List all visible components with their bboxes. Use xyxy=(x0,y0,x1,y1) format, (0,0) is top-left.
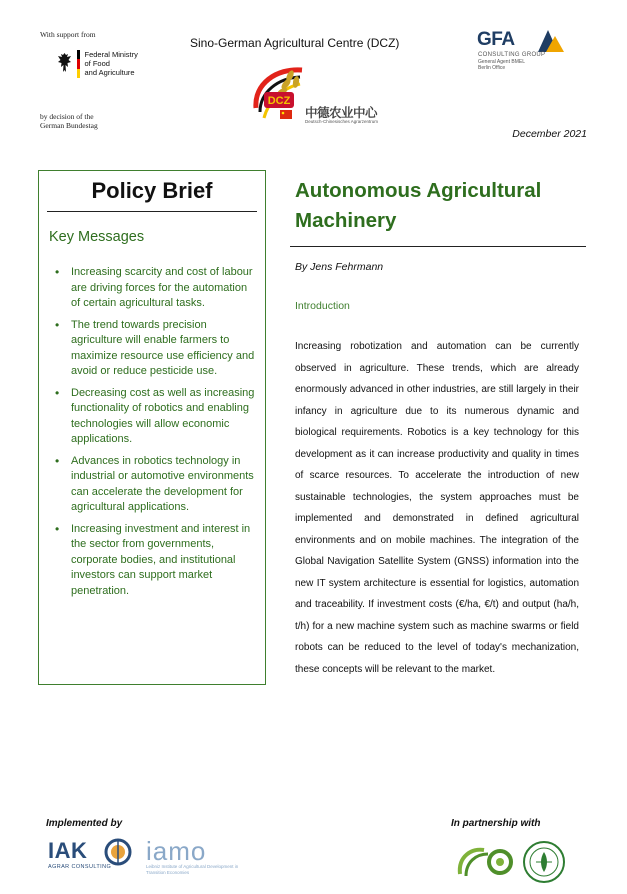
key-message-item: • Increasing scarcity and cost of labour are driving forces for the automation of certain agricultural tasks. xyxy=(49,265,259,312)
support-line: With support from xyxy=(40,30,96,39)
centre-title: Sino-German Agricultural Centre (DCZ) xyxy=(190,36,400,50)
policy-brief-title: Policy Brief xyxy=(91,178,213,203)
implemented-by-label: Implemented by xyxy=(46,818,123,829)
decision-note: by decision of the German Bundestag xyxy=(40,112,98,130)
key-message-item: • The trend towards precision agriculture will enable farmers to maximize resource use efficiency and avoid or reduce pesticide use. xyxy=(49,318,259,380)
iamo-logo-text: iamo xyxy=(146,836,207,866)
university-seal-icon xyxy=(522,840,566,884)
policy-brief-box xyxy=(38,170,266,685)
author-byline: By Jens Fehrmann xyxy=(295,261,384,273)
key-message-item: • Decreasing cost as well as increasing functionality of robotics and enabling technologies will allow economic applications. xyxy=(49,386,259,448)
ministry-name: Federal Ministry of Food and Agriculture xyxy=(84,50,138,77)
gfa-logo-text: GFA xyxy=(477,29,515,50)
key-messages-heading: Key Messages xyxy=(49,229,145,245)
dcz-badge-text: DCZ xyxy=(267,95,291,107)
dcz-chinese-name: 中德农业中心 xyxy=(305,105,378,120)
partnership-label: In partnership with xyxy=(451,818,541,829)
bmel-logo xyxy=(56,50,155,78)
dcz-subtitle: Deutsch-Chinesisches Agrarzentrum xyxy=(305,119,379,124)
federal-eagle-icon xyxy=(56,50,73,78)
globe-icon xyxy=(104,838,132,866)
german-flag-bar xyxy=(77,50,80,78)
gfa-line-2: General Agent BMEL xyxy=(478,59,525,65)
introduction-paragraph: Increasing robotization and automation can be currently observed in agriculture. These trends, which are already enormously advanced in other industries, are still largely in their infancy in agriculture due to its numerous dynamic and biological requirements. Robotics is a key technology for this development as it can increase productivity and quality in times of scarce resources. To accelerate the introduction of new sustainable technologies, the system approaches must be implemented and demonstrated in defined agricultural environments and on mobile machines. The integration of the Global Navigation Satellite System (GNSS) information into the new IT system architecture is essential for logistics, automation and traceability. If investment costs (€/ha, €/t) and output (ha/h, t/h) for a new machine system such as machine swarms or field robots can be reduced to the level of today's mechanization, these concepts will be relevant to the market. xyxy=(295,341,579,675)
title-divider xyxy=(290,246,586,247)
publication-date: December 2021 xyxy=(512,128,587,140)
key-message-item: • Advances in robotics technology in industrial or automotive environments can accelerate the development for agricultural applications. xyxy=(49,454,259,516)
iak-subtitle: AGRAR CONSULTING xyxy=(48,864,112,870)
gfa-line-1: CONSULTING GROUP xyxy=(478,52,546,58)
fecc-logo xyxy=(456,844,516,880)
gfa-line-3: Berlin Office xyxy=(478,65,506,71)
article-title: Autonomous Agricultural Machinery xyxy=(295,179,542,232)
key-messages-list xyxy=(49,265,259,605)
iak-logo-text: IAK xyxy=(48,838,88,863)
key-message-item: • Increasing investment and interest in the sector from governments, corporate bodies, and institutional investors can support market penetration. xyxy=(49,522,259,600)
policy-brief-divider xyxy=(47,211,257,212)
section-heading-introduction: Introduction xyxy=(295,300,350,312)
iamo-subtitle: Leibniz Institute of Agricultural Development in Transition Economies xyxy=(146,864,239,875)
